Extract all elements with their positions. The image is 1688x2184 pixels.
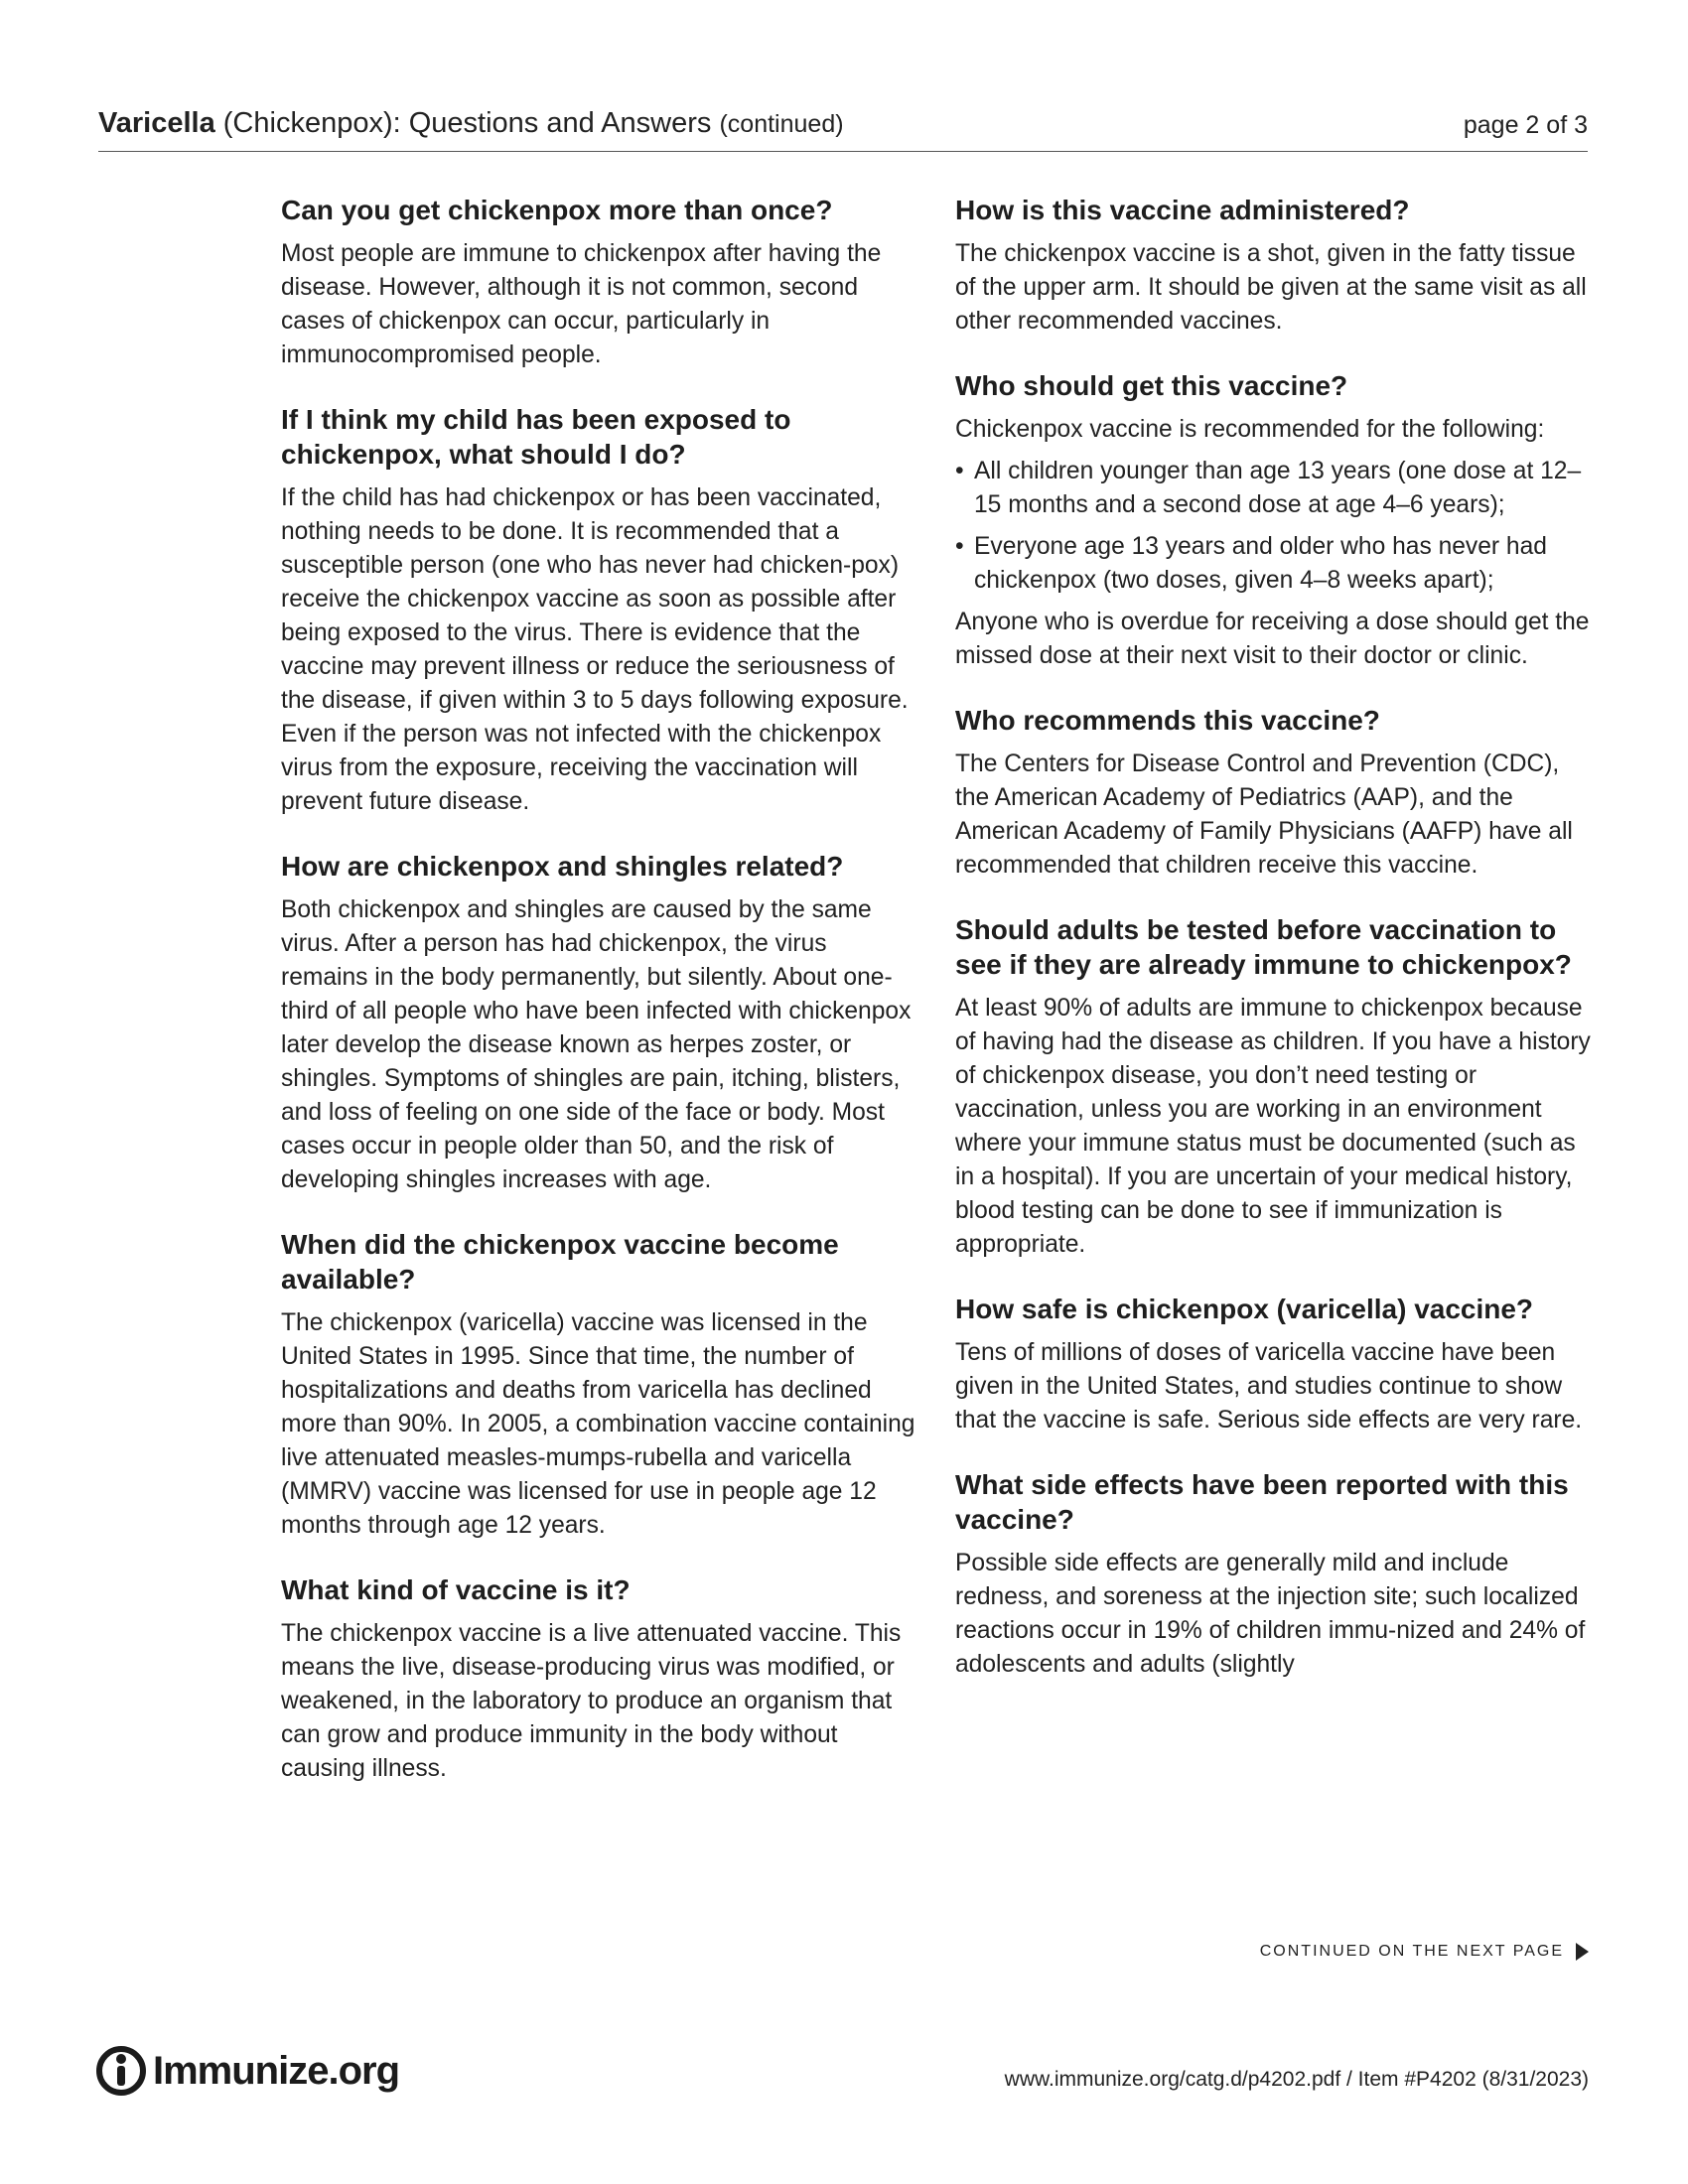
qa-section xyxy=(955,1292,1591,1437)
answer-text: The chickenpox vaccine is a live attenuated vaccine. This means the live, disease-producing virus was modified, or weakened, in the laboratory to produce an organism that can grow and produce immunity in the body without causing illness. xyxy=(281,1620,902,1782)
answer-text: Both chickenpox and shingles are caused by the same virus. After a person has had chickenpox, the virus remains in the body permanently, but silently. About one-third of all people who have been infected with chickenpox later develop the disease known as herpes zoster, or shingles. Symptoms of shingles are pain, itching, blisters, and loss of feeling on one side of the face or body. Most cases occur in people older than 50, and the risk of developing shingles increases with age. xyxy=(281,896,912,1193)
bullet-item: • All children younger than age 13 years (one dose at 12–15 months and a second dose at age 4–6 years); xyxy=(955,455,1591,522)
bullet-item: • Everyone age 13 years and older who has never had chickenpox (two doses, given 4–8 weeks apart); xyxy=(955,530,1591,598)
qa-section xyxy=(955,193,1591,339)
title-rest: (Chickenpox): Questions and Answers xyxy=(214,107,720,139)
answer-text: Tens of millions of doses of varicella vaccine have been given in the United States, and studies continue to show that the vaccine is safe. Serious side effects are very rare. xyxy=(955,1339,1583,1433)
page-number: page 2 of 3 xyxy=(1463,111,1588,139)
question-heading: How is this vaccine administered? xyxy=(955,195,1410,225)
continued-label: CONTINUED ON THE NEXT PAGE xyxy=(1259,1943,1564,1960)
qa-section xyxy=(955,703,1591,883)
continued-indicator xyxy=(1260,1943,1589,1961)
answer-text: Possible side effects are generally mild and include redness, and soreness at the injection site; such localized reactions occur in 19% of children immu-nized and 24% of adolescents and adults (slightly xyxy=(955,1550,1586,1678)
title-continued: (continued) xyxy=(719,110,844,138)
title-bold: Varicella xyxy=(98,107,215,139)
answer-text: Anyone who is overdue for receiving a dose should get the missed dose at their next visit to their doctor or clinic. xyxy=(955,609,1590,669)
qa-section xyxy=(955,368,1591,673)
answer-text: The chickenpox (varicella) vaccine was licensed in the United States in 1995. Since that time, the number of hospitalizations and deaths from varicella has declined more than 90%. In 2005, a combination vaccine containing live attenuated measles-mumps-rubella and varicella (MMRV) vaccine was licensed for use in people age 12 months through age 12 years. xyxy=(281,1309,915,1539)
qa-section xyxy=(955,912,1591,1262)
qa-section xyxy=(955,1467,1591,1682)
left-column xyxy=(281,193,916,1816)
answer-text: If the child has had chickenpox or has been vaccinated, nothing needs to be done. It is recommended that a susceptible person (one who has never had chicken-pox) receive the chickenpox vaccine as soon as possible after being exposed to the virus. There is evidence that the vaccine may prevent illness or reduce the seriousness of the disease, if given within 3 to 5 days following exposure. Even if the person was not infected with the chickenpox virus from the exposure, receiving the vaccination will prevent future disease. xyxy=(281,484,909,815)
question-heading: How are chickenpox and shingles related? xyxy=(281,851,844,882)
logo-mark-icon xyxy=(95,2045,147,2097)
question-heading: Who should get this vaccine? xyxy=(955,370,1348,401)
question-heading: Should adults be tested before vaccination to see if they are already immune to chickenpox? xyxy=(955,914,1572,980)
footer-reference: www.immunize.org/catg.d/p4202.pdf / Item #P4202 (8/31/2023) xyxy=(1004,2068,1589,2091)
qa-section xyxy=(281,1572,916,1786)
logo-text: Immunize.org xyxy=(153,2048,400,2093)
page-header xyxy=(98,103,1588,152)
answer-text: The Centers for Disease Control and Prevention (CDC), the American Academy of Pediatrics (AAP), and the American Academy of Family Physicians (AAFP) have all recommended that children receive this vaccine. xyxy=(955,751,1573,879)
question-heading: How safe is chickenpox (varicella) vaccine? xyxy=(955,1294,1534,1324)
question-heading: When did the chickenpox vaccine become available? xyxy=(281,1229,839,1295)
question-heading: Can you get chickenpox more than once? xyxy=(281,195,833,225)
answer-text: The chickenpox vaccine is a shot, given in the fatty tissue of the upper arm. It should be given at the same visit as all other recommended vaccines. xyxy=(955,240,1587,335)
qa-section xyxy=(281,193,916,372)
right-column xyxy=(955,193,1591,1711)
qa-section xyxy=(281,1227,916,1543)
question-heading: What kind of vaccine is it? xyxy=(281,1574,631,1605)
document-title xyxy=(98,103,844,144)
question-heading: What side effects have been reported with this vaccine? xyxy=(955,1469,1569,1535)
qa-section xyxy=(281,402,916,819)
play-arrow-icon xyxy=(1576,1943,1589,1961)
immunize-logo xyxy=(95,2045,399,2097)
answer-text: Most people are immune to chickenpox after having the disease. However, although it is not common, second cases of chickenpox can occur, particularly in immunocompromised people. xyxy=(281,240,882,368)
answer-text: At least 90% of adults are immune to chickenpox because of having had the disease as children. If you have a history of chickenpox disease, you don’t need testing or vaccination, unless you are working in an environment where your immune status must be documented (such as in a hospital). If you are uncertain of your medical history, blood testing can be done to see if immunization is appropriate. xyxy=(955,995,1591,1258)
answer-text: Chickenpox vaccine is recommended for the following: xyxy=(955,416,1545,443)
qa-section xyxy=(281,849,916,1197)
question-heading: Who recommends this vaccine? xyxy=(955,705,1380,736)
bullet-list xyxy=(955,455,1591,598)
question-heading: If I think my child has been exposed to chickenpox, what should I do? xyxy=(281,404,791,470)
